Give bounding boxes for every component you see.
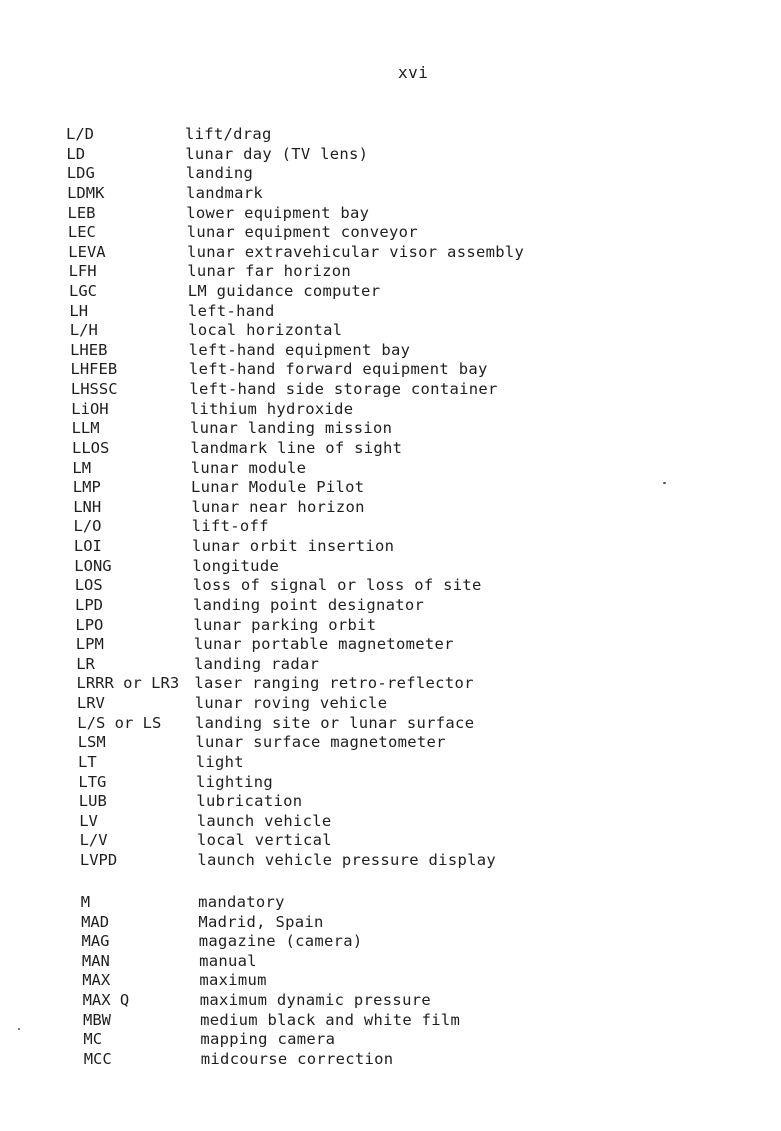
entry-abbreviation: LTG (78, 772, 107, 791)
entry-abbreviation: LEC (67, 223, 96, 242)
entry-definition: lunar near horizon (191, 497, 365, 516)
entry-abbreviation: LHEB (70, 340, 108, 359)
entry-definition: landing point designator (193, 595, 425, 614)
entry-definition: mapping camera (200, 1030, 336, 1049)
glossary-entry (0, 458, 781, 478)
entry-definition: lubrication (196, 792, 303, 811)
glossary-entry (0, 713, 781, 733)
entry-definition: lunar orbit insertion (192, 537, 395, 555)
entry-abbreviation: LH (69, 301, 89, 320)
entry-abbreviation: M (80, 893, 91, 911)
entry-abbreviation: LDMK (67, 183, 105, 202)
glossary-entry (0, 1029, 781, 1049)
glossary-entry (0, 634, 781, 654)
entry-abbreviation: MAX Q (82, 991, 130, 1009)
entry-abbreviation: LPM (75, 635, 104, 654)
entry-definition: maximum dynamic pressure (199, 991, 431, 1009)
glossary-entry (0, 379, 781, 399)
entry-abbreviation: LHFEB (70, 360, 118, 379)
glossary-entry (0, 124, 781, 144)
entry-abbreviation: L/O (73, 517, 102, 536)
entry-abbreviation: LNH (73, 497, 102, 516)
entry-abbreviation: MBW (83, 1010, 111, 1029)
entry-definition: landing radar (194, 654, 320, 673)
entry-definition: Lunar Module Pilot (191, 478, 365, 497)
entry-abbreviation: LLOS (72, 438, 110, 457)
glossary-entry (0, 418, 781, 438)
entry-definition: lunar module (190, 458, 307, 477)
entry-definition: manual (199, 951, 257, 970)
entry-definition: lunar landing mission (190, 419, 393, 438)
entry-definition: laser ranging retro-reflector (194, 674, 474, 693)
entry-abbreviation: LEB (67, 203, 96, 222)
entry-abbreviation: LPD (75, 595, 103, 614)
entry-definition: launch vehicle pressure display (197, 850, 496, 869)
glossary-entry (0, 477, 781, 497)
glossary-entry (0, 438, 781, 458)
entry-abbreviation: LD (66, 144, 86, 163)
entry-abbreviation: LEVA (68, 242, 106, 261)
glossary-entry (0, 320, 781, 340)
entry-abbreviation: MC (83, 1030, 103, 1049)
entry-abbreviation: L/D (66, 125, 94, 143)
glossary-entry (0, 516, 781, 536)
scan-speck (663, 482, 666, 484)
entry-abbreviation: LiOH (71, 399, 109, 418)
page-number: xvi (398, 63, 429, 82)
glossary-entry (0, 615, 781, 635)
scan-speck (18, 1028, 20, 1030)
entry-definition: loss of signal or loss of site (192, 576, 482, 595)
entry-definition: left-hand forward equipment bay (189, 360, 488, 379)
entry-definition: left-hand side storage container (189, 380, 498, 399)
entry-definition: left-hand equipment bay (188, 340, 411, 359)
glossary-entry (0, 951, 781, 971)
entry-definition: landing site or lunar surface (195, 713, 475, 732)
glossary-entry (0, 359, 781, 379)
entry-definition: lunar portable magnetometer (193, 635, 454, 654)
entry-abbreviation: LV (79, 811, 98, 830)
entry-definition: midcourse correction (200, 1049, 394, 1068)
entry-definition: longitude (192, 556, 280, 575)
entry-abbreviation: L/H (69, 321, 98, 340)
glossary-entry (0, 575, 781, 595)
entry-definition: mandatory (198, 893, 285, 911)
entry-definition: LM guidance computer (187, 282, 381, 300)
entry-abbreviation: LPO (75, 615, 104, 634)
entry-definition: lunar parking orbit (193, 615, 377, 634)
glossary-entry (0, 1049, 781, 1069)
entry-definition: lunar equipment conveyor (186, 223, 418, 242)
glossary-entry (0, 654, 781, 674)
entry-definition: left-hand (188, 301, 275, 320)
glossary-entry (0, 931, 781, 951)
glossary-entry (0, 222, 781, 242)
entry-definition: local horizontal (188, 321, 343, 340)
entry-abbreviation: LRV (76, 694, 105, 712)
entry-abbreviation: LT (78, 752, 97, 771)
entry-abbreviation: LVPD (79, 850, 118, 869)
glossary-entry (0, 811, 781, 831)
entry-abbreviation: MAX (82, 971, 111, 990)
entry-definition: maximum (199, 971, 267, 990)
entry-definition: landmark line of sight (190, 438, 403, 457)
entry-abbreviation: LMP (72, 478, 101, 497)
glossary-entry (0, 183, 781, 203)
entry-definition: lunar roving vehicle (194, 694, 388, 712)
glossary-entry (0, 497, 781, 517)
glossary-entry (0, 970, 781, 990)
entry-definition: lunar extravehicular visor assembly (187, 242, 525, 261)
glossary-entry (0, 791, 781, 811)
glossary-entry (0, 693, 781, 713)
entry-definition: landing (185, 164, 254, 183)
entry-abbreviation: LUB (78, 792, 107, 811)
entry-abbreviation: MAG (81, 932, 110, 951)
glossary-entry (0, 673, 781, 693)
entry-abbreviation: LLM (71, 419, 100, 438)
glossary-entry (0, 912, 781, 932)
entry-abbreviation: LM (72, 458, 92, 477)
entry-definition: Madrid, Spain (198, 912, 324, 931)
entry-abbreviation: LSM (77, 733, 106, 752)
glossary-entry (0, 1010, 781, 1030)
glossary-entry (0, 242, 781, 262)
entry-definition: lift-off (191, 517, 269, 536)
entry-definition: lighting (196, 772, 274, 791)
glossary-entry (0, 830, 781, 850)
entry-definition: light (195, 752, 244, 771)
glossary-entry (0, 850, 781, 870)
glossary-entry (0, 892, 781, 912)
glossary-entry (0, 261, 781, 281)
entry-abbreviation: L/S or LS (77, 713, 162, 732)
glossary-entry (0, 281, 781, 301)
entry-abbreviation: MAD (81, 912, 110, 931)
entry-abbreviation: LFH (68, 262, 97, 281)
entry-definition: medium black and white film (200, 1010, 461, 1029)
glossary-entry (0, 301, 781, 321)
entry-definition: local vertical (197, 831, 332, 850)
entry-abbreviation: LOI (73, 537, 102, 555)
entry-definition: lunar far horizon (187, 262, 352, 281)
glossary-entry (0, 203, 781, 223)
glossary-entry (0, 752, 781, 772)
entry-definition: lunar day (TV lens) (185, 144, 369, 163)
glossary-entry (0, 340, 781, 360)
entry-definition: lift/drag (185, 125, 272, 143)
glossary-entry (0, 399, 781, 419)
entry-abbreviation: MCC (83, 1049, 112, 1068)
glossary-entry (0, 144, 781, 164)
entry-abbreviation: LR (76, 654, 95, 673)
glossary-entry (0, 772, 781, 792)
entry-abbreviation: LDG (66, 164, 95, 183)
entry-abbreviation: LGC (69, 282, 97, 300)
glossary-entry (0, 732, 781, 752)
entry-definition: magazine (camera) (198, 932, 363, 951)
entry-definition: lower equipment bay (186, 203, 370, 222)
glossary-entry (0, 595, 781, 615)
glossary-entry (0, 556, 781, 576)
entry-abbreviation: LOS (74, 576, 103, 595)
entry-definition: launch vehicle (196, 811, 332, 830)
entry-definition: lithium hydroxide (189, 399, 354, 418)
entry-abbreviation: MAN (81, 951, 110, 970)
entry-abbreviation: L/V (79, 831, 108, 850)
entry-abbreviation: LRRR or LR3 (76, 674, 180, 693)
entry-abbreviation: LHSSC (70, 380, 118, 399)
entry-definition: landmark (186, 183, 264, 202)
glossary-entry (0, 536, 781, 556)
entry-abbreviation: LONG (74, 556, 112, 575)
glossary-entry (0, 990, 781, 1010)
entry-definition: lunar surface magnetometer (195, 733, 446, 752)
glossary-entry (0, 163, 781, 183)
